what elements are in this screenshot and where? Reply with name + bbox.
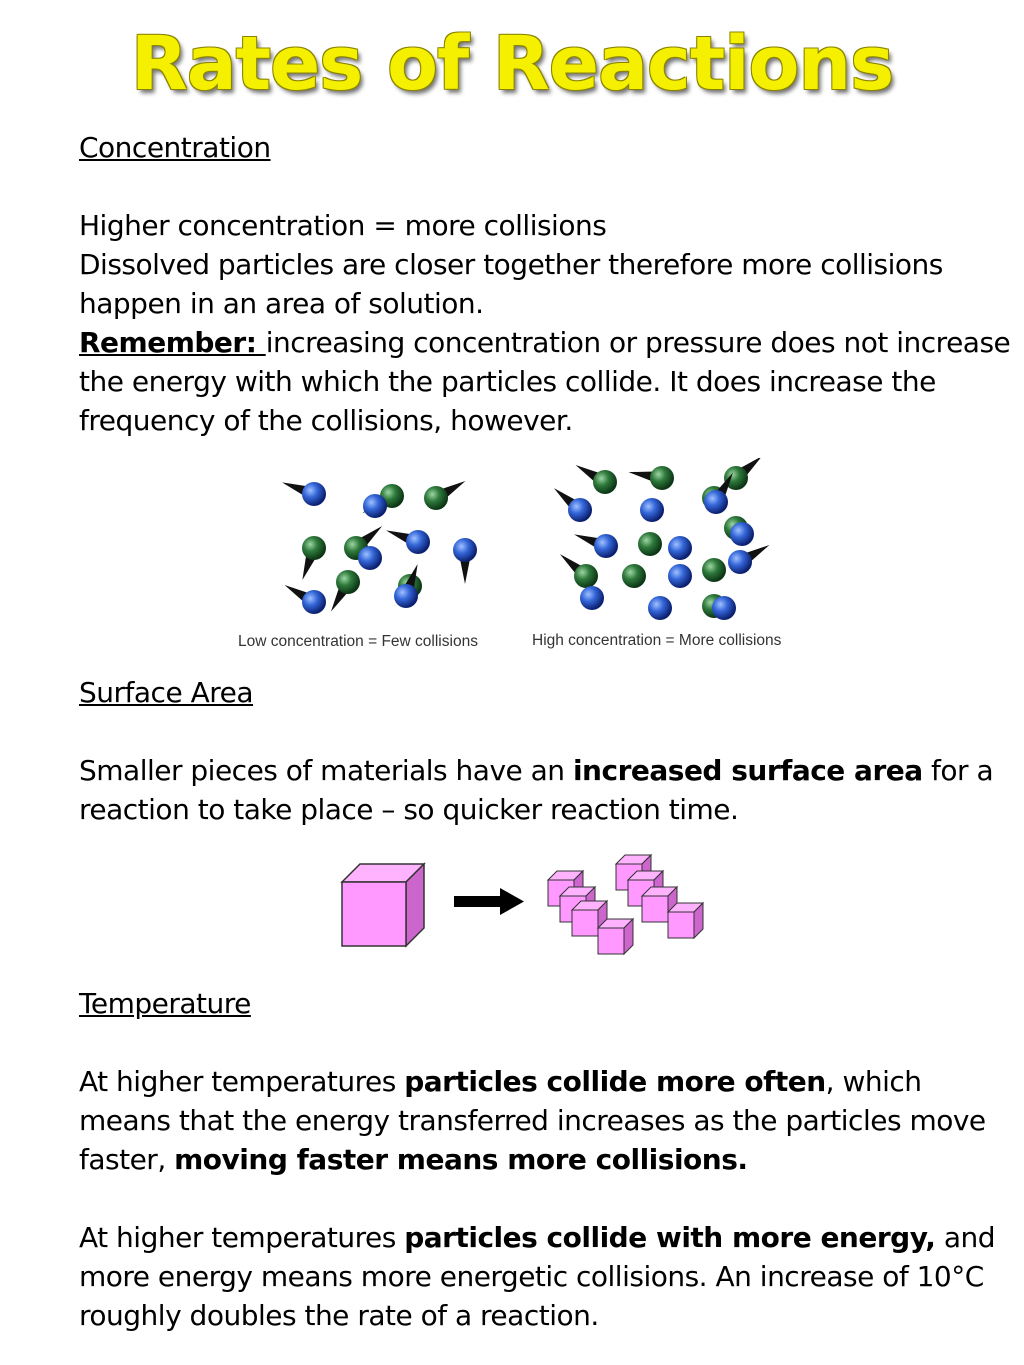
green-particle: [560, 554, 598, 588]
low-concentration-panel: [282, 481, 477, 614]
temperature-p1-bold: particles collide more often: [404, 1065, 826, 1098]
blue-particle: [554, 488, 592, 522]
temperature-p2-start: At higher temperatures: [79, 1221, 405, 1254]
green-particle: [622, 564, 646, 588]
surface-area-text: [79, 751, 1014, 829]
blue-particle: [358, 546, 382, 570]
remember-text: increasing concentration or pressure does not increase the energy with which the particles collide. It does increase the frequency of the collisions, however.: [79, 326, 1011, 437]
blue-particle: [648, 596, 672, 620]
green-particle: [576, 465, 617, 494]
surface-area-bold: increased surface area: [572, 754, 923, 787]
blue-particle: [728, 545, 769, 574]
surface-area-text-start: Smaller pieces of materials have an: [79, 754, 573, 787]
blue-particle: [282, 482, 326, 506]
blue-particle: [712, 596, 736, 620]
temperature-paragraph-1: [79, 1062, 1014, 1179]
blue-particle: [668, 536, 692, 560]
blue-particle: [730, 522, 754, 546]
green-particle: [629, 466, 674, 490]
concentration-heading: Concentration: [79, 131, 271, 164]
concentration-figure: [230, 458, 820, 658]
green-particle: [331, 570, 360, 611]
green-particle: [424, 481, 465, 510]
low-concentration-caption: Low concentration = Few collisions: [238, 633, 478, 650]
high-concentration-panel: [554, 458, 769, 620]
temperature-p2-end: and more energy means more energetic collisions. An increase of 10°C roughly doubles the rate of a reaction.: [79, 1221, 996, 1332]
blue-particle: [386, 530, 430, 554]
temperature-heading: Temperature: [79, 987, 251, 1020]
high-concentration-caption: High concentration = More collisions: [532, 632, 782, 649]
blue-particle: [363, 494, 387, 518]
page-title: Rates of Reactions: [130, 21, 894, 107]
temperature-p2-bold: particles collide with more energy,: [404, 1221, 936, 1254]
blue-particle: [285, 585, 326, 614]
green-particle: [702, 558, 726, 582]
green-particle: [638, 532, 662, 556]
arrow-icon: [454, 888, 524, 915]
small-cube: [598, 919, 633, 954]
blue-particle: [580, 586, 604, 610]
green-particle: [724, 458, 762, 490]
temperature-p1-start: At higher temperatures: [79, 1065, 405, 1098]
blue-particle: [640, 498, 664, 522]
blue-particle: [668, 564, 692, 588]
small-cube: [668, 903, 703, 938]
green-particle: [302, 536, 326, 580]
surface-area-heading: Surface Area: [79, 676, 254, 709]
remember-paragraph: [79, 323, 1014, 440]
temperature-paragraph-2: [79, 1218, 1014, 1335]
concentration-line-1: Higher concentration = more collisions: [79, 209, 607, 242]
surface-area-text-end: for a reaction to take place – so quicker reaction time.: [79, 754, 994, 826]
temperature-p1-middle: , which means that the energy transferred increases as the particles move faster,: [79, 1065, 986, 1176]
surface-area-figure: [338, 852, 710, 964]
blue-particle: [453, 538, 477, 584]
concentration-line-2: Dissolved particles are closer together therefore more collisions happen in an area of solution.: [79, 248, 943, 320]
large-cube: [342, 864, 424, 946]
concentration-text: [79, 206, 1014, 440]
blue-particle: [574, 534, 618, 558]
blue-particle: [704, 473, 733, 514]
remember-label: Remember:: [79, 326, 266, 359]
temperature-p1-bold-2: moving faster means more collisions.: [174, 1143, 748, 1176]
